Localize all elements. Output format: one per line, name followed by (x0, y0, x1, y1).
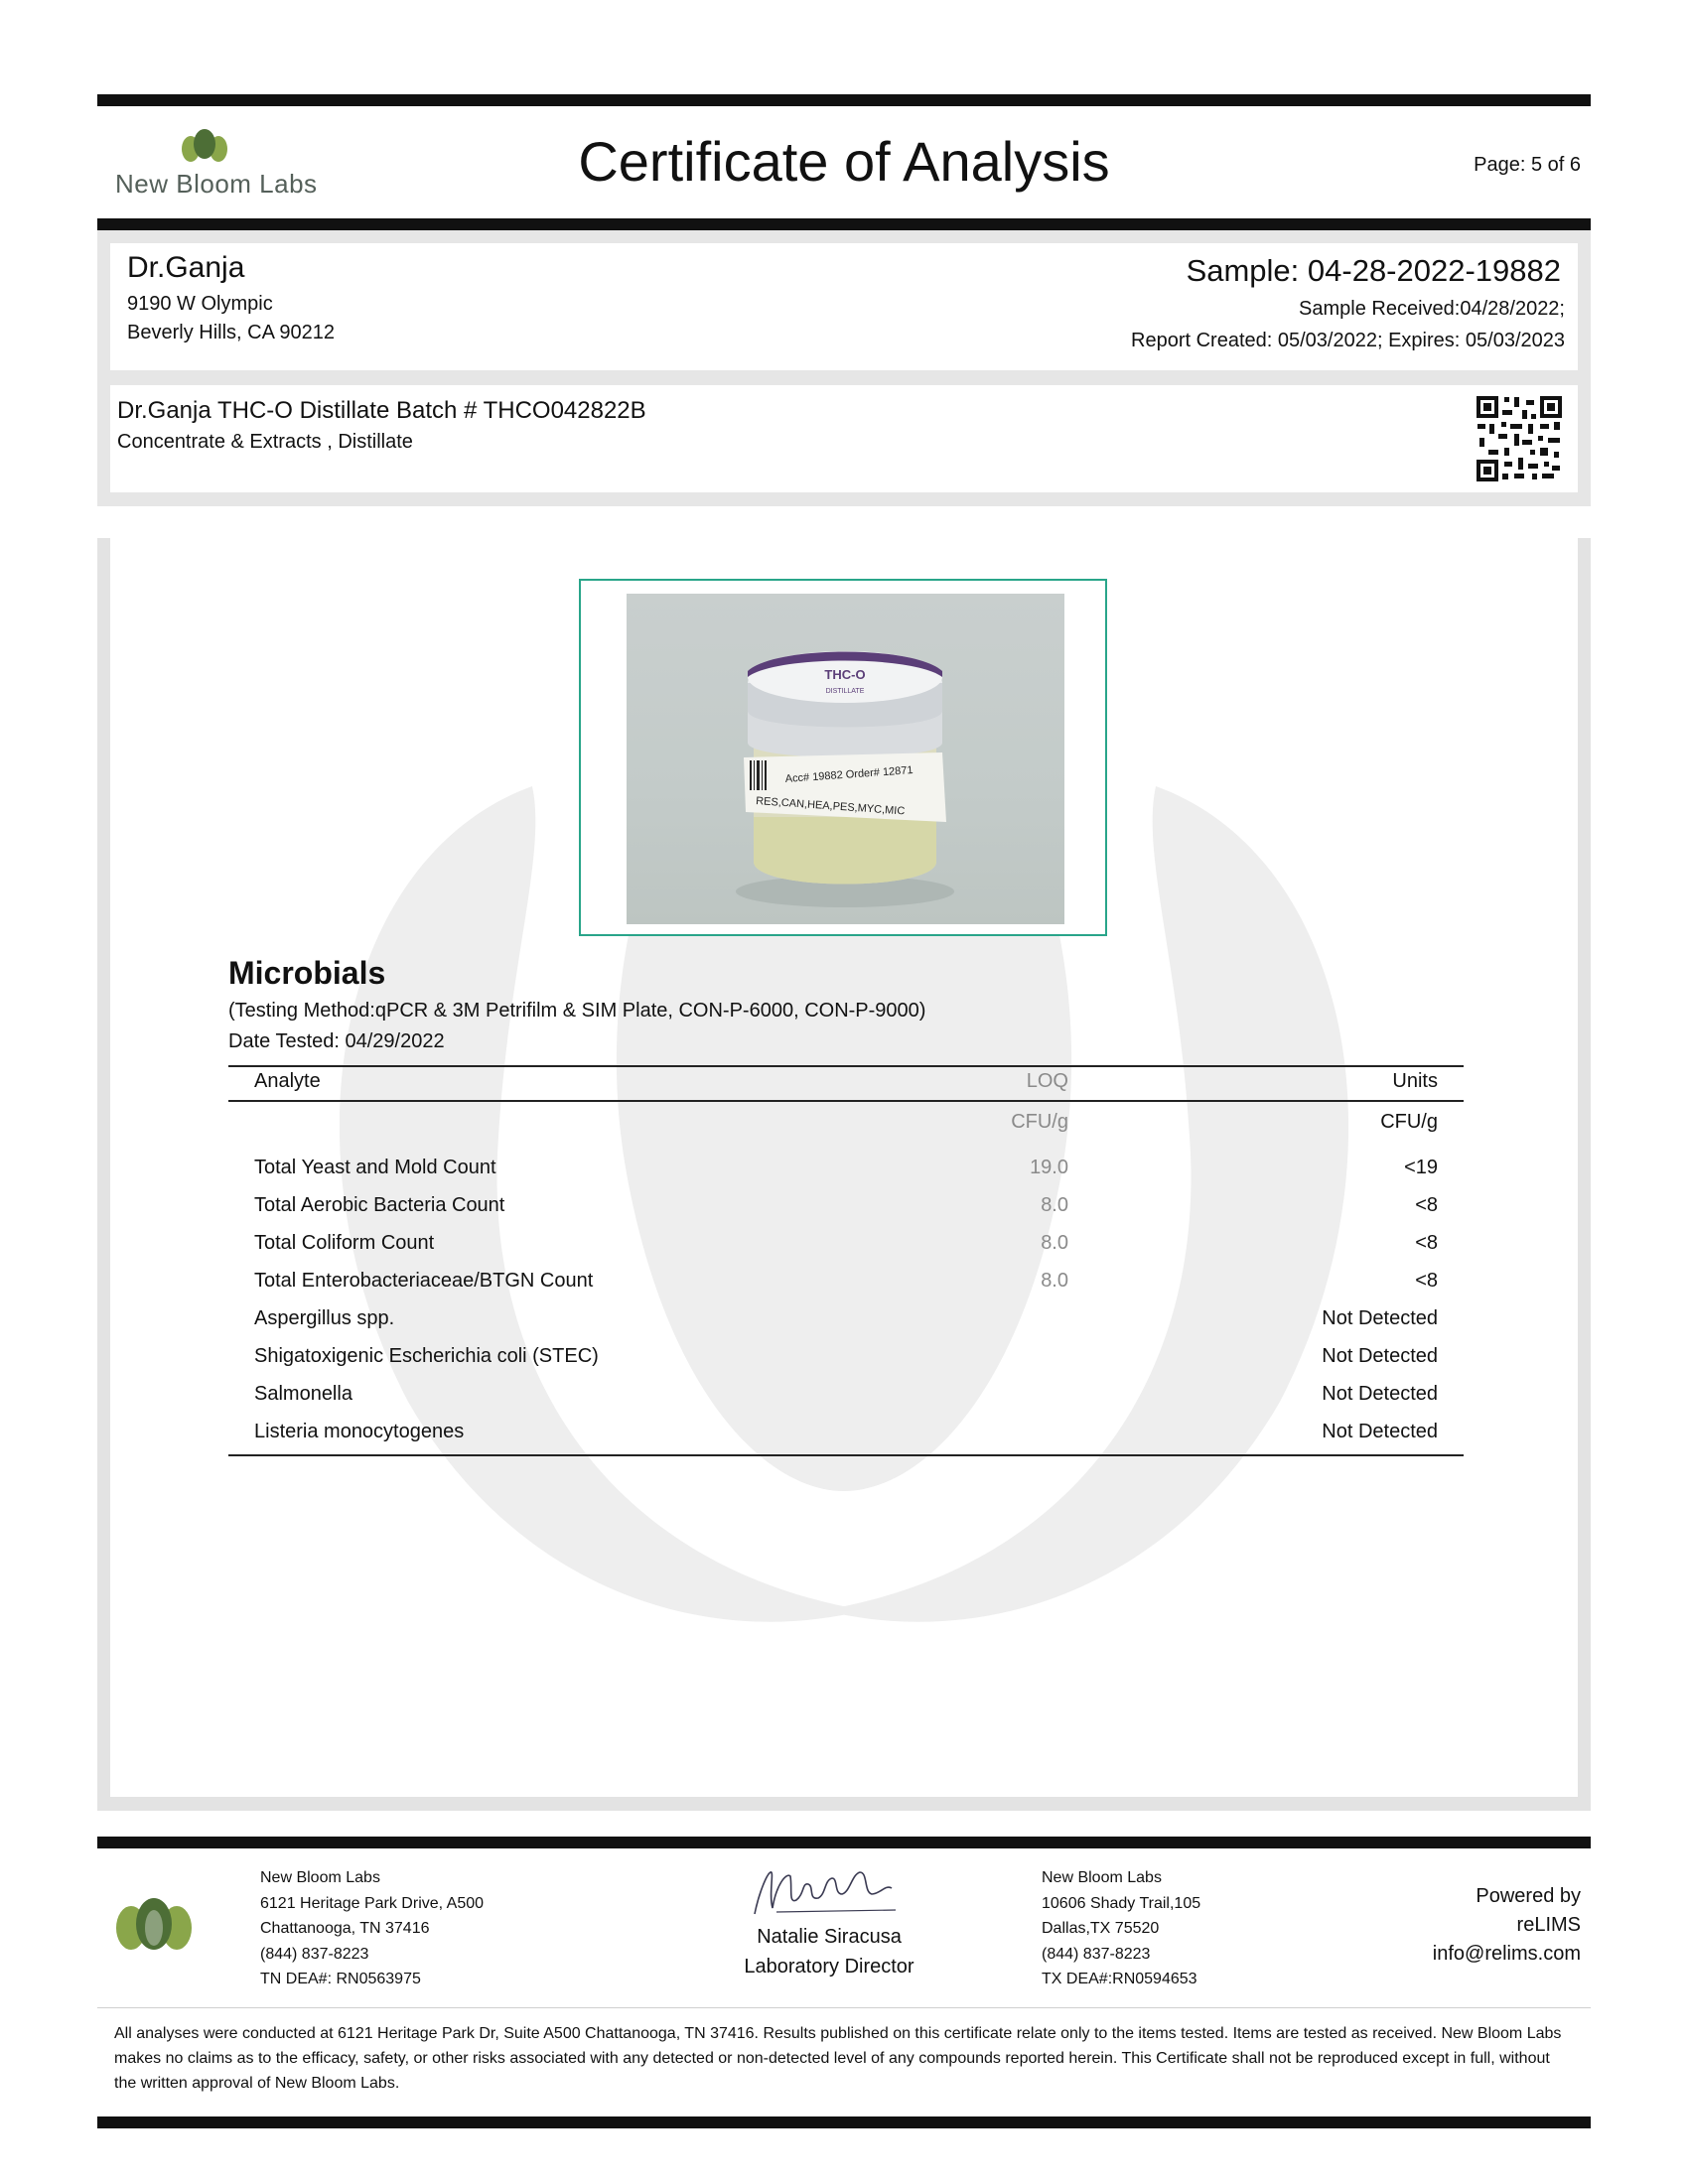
analyte-result: <8 (1415, 1270, 1438, 1292)
powered-by (1433, 1882, 1581, 1969)
jar-label-line1: Acc# 19882 Order# 12871 (784, 764, 914, 785)
page-number: Page: 5 of 6 (1474, 154, 1581, 176)
header-rule (97, 218, 1591, 230)
analyte-result: Not Detected (1322, 1421, 1438, 1442)
bottom-rule (97, 2116, 1591, 2128)
column-header-analyte: Analyte (254, 1070, 321, 1092)
footer-rule (97, 1837, 1591, 1848)
analyte-result: Not Detected (1322, 1345, 1438, 1367)
jar-label-line2: RES,CAN,HEA,PES,MYC,MIC (755, 795, 906, 818)
client-address-line1: 9190 W Olympic (127, 293, 273, 315)
footer-separator (97, 2007, 1591, 2008)
analyte-loq: 19.0 (1030, 1157, 1068, 1178)
jar-lid-text: THC-O (824, 667, 866, 682)
analyte-name: Salmonella (254, 1383, 352, 1405)
analyte-name: Aspergillus spp. (254, 1307, 395, 1329)
sample-photo (627, 594, 1064, 924)
analyte-result: <19 (1404, 1157, 1438, 1178)
powered-by-brand: reLIMS (1516, 1914, 1581, 1936)
analyte-loq: 8.0 (1041, 1232, 1068, 1254)
analyte-loq: 8.0 (1041, 1270, 1068, 1292)
sample-id: Sample: 04-28-2022-19882 (1186, 253, 1561, 288)
powered-by-email[interactable]: info@relims.com (1432, 1943, 1581, 1965)
product-name: Dr.Ganja THC-O Distillate Batch # THCO042822B (117, 397, 646, 424)
table-header-rule (228, 1100, 1464, 1102)
document-title: Certificate of Analysis (578, 130, 1110, 193)
analyte-name: Shigatoxigenic Escherichia coli (STEC) (254, 1345, 599, 1367)
lab1-address (260, 1865, 484, 1992)
date-tested: Date Tested: 04/29/2022 (228, 1030, 445, 1052)
logo-text: New Bloom Labs (115, 169, 318, 199)
signatory-title: Laboratory Director (744, 1956, 914, 1978)
analyte-name: Total Coliform Count (254, 1232, 435, 1254)
analyte-result: <8 (1415, 1232, 1438, 1254)
lab2-street: 10606 Shady Trail,105 (1042, 1894, 1201, 1912)
testing-method: (Testing Method:qPCR & 3M Petrifilm & SIM Plate, CON-P-6000, CON-P-9000) (228, 1000, 926, 1022)
lab1-dea: TN DEA#: RN0563975 (260, 1971, 421, 1987)
qr-code-icon (1475, 394, 1564, 483)
lab2-city: Dallas,TX 75520 (1042, 1920, 1160, 1937)
product-type: Concentrate & Extracts , Distillate (117, 431, 413, 453)
analyte-name: Total Yeast and Mold Count (254, 1157, 496, 1178)
column-header-units: Units (1392, 1070, 1438, 1092)
section-title: Microbials (228, 955, 386, 991)
director-signature (747, 1864, 906, 1924)
lab1-street: 6121 Heritage Park Drive, A500 (260, 1894, 485, 1912)
client-address-line2: Beverly Hills, CA 90212 (127, 322, 335, 343)
powered-by-label: Powered by (1476, 1885, 1581, 1907)
column-header-loq: LOQ (1026, 1070, 1068, 1092)
lab1-phone: (844) 837-8223 (260, 1945, 369, 1963)
analyte-loq: 8.0 (1041, 1194, 1068, 1216)
table-top-rule (228, 1065, 1464, 1067)
analyte-result: Not Detected (1322, 1383, 1438, 1405)
loq-unit: CFU/g (1011, 1111, 1068, 1133)
disclaimer-text: All analyses were conducted at 6121 Heritage Park Dr, Suite A500 Chattanooga, TN 37416. Results published on this certificate relate only to the items tested. Items are tested as received. New Bloom Labs makes no claims as to the efficacy, safety, or other risks associated with any detected or non-detected level of any compounds reported herein. This Certificate shall not be reproduced except in full, without the written approval of New Bloom Labs. (114, 2025, 1562, 2092)
sample-received: Sample Received:04/28/2022; (1299, 298, 1565, 320)
table-bottom-rule (228, 1454, 1464, 1456)
result-unit: CFU/g (1380, 1111, 1438, 1133)
lab1-name: New Bloom Labs (260, 1869, 380, 1886)
signatory-name: Natalie Siracusa (757, 1926, 902, 1948)
lab2-phone: (844) 837-8223 (1042, 1945, 1151, 1963)
top-rule (97, 94, 1591, 106)
analyte-name: Listeria monocytogenes (254, 1421, 465, 1442)
client-name: Dr.Ganja (127, 251, 245, 284)
lab2-address (1042, 1865, 1200, 1992)
analyte-result: Not Detected (1322, 1307, 1438, 1329)
lab2-dea: TX DEA#:RN0594653 (1042, 1971, 1197, 1987)
report-dates: Report Created: 05/03/2022; Expires: 05/03/2023 (1131, 330, 1565, 351)
sample-jar-image (627, 594, 1064, 924)
footer-logo-icon (113, 1894, 195, 1958)
lab1-city: Chattanooga, TN 37416 (260, 1920, 430, 1937)
jar-lid-subtext: DISTILLATE (825, 688, 865, 695)
lab2-name: New Bloom Labs (1042, 1869, 1162, 1886)
analyte-result: <8 (1415, 1194, 1438, 1216)
analyte-name: Total Aerobic Bacteria Count (254, 1194, 505, 1216)
analyte-name: Total Enterobacteriaceae/BTGN Count (254, 1270, 594, 1292)
